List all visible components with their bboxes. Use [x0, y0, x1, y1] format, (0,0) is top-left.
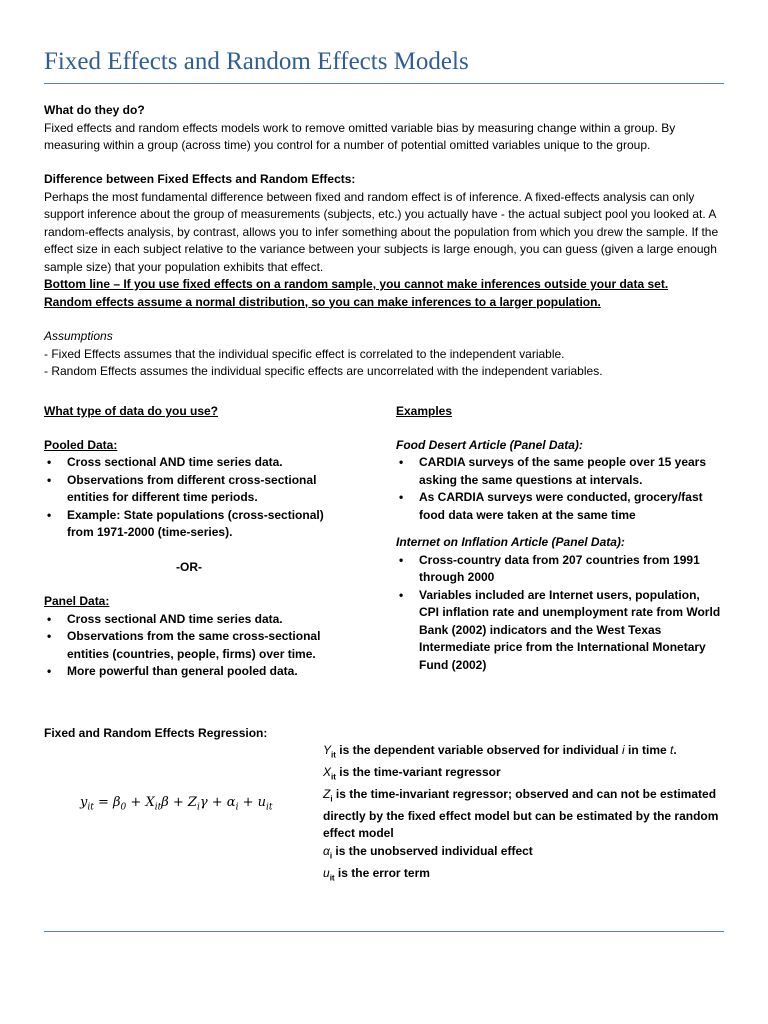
regression-equation: $y_{it} = \beta_0 + X_{it}\beta + Z_i\gamma + \alpha_i + u_{it}$ [80, 795, 273, 813]
internet-inflation-heading: Internet on Inflation Article (Panel Data): [396, 535, 625, 549]
data-types-heading: What type of data do you use? [44, 404, 219, 418]
list-item: • As CARDIA surveys were conducted, grocery/fast food data were taken at the same time [396, 489, 721, 524]
or-separator: -OR- [176, 559, 202, 574]
list-item: • Observations from the same cross-sectional entities (countries, people, firms) over time. [44, 628, 334, 663]
assumption-fixed: - Fixed Effects assumes that the individual specific effect is correlated to the independent variable. [44, 346, 565, 361]
difference-heading: Difference between Fixed Effects and Random Effects: [44, 172, 356, 186]
equation-definitions [323, 742, 723, 886]
document-title: Fixed Effects and Random Effects Models [44, 48, 469, 75]
definition-y: $Y_{it}$ is the dependent variable observed for individual i in time t. [323, 743, 677, 760]
list-item: • CARDIA surveys of the same people over 15 years asking the same questions at intervals. [396, 454, 721, 489]
list-item: • Cross sectional AND time series data. [44, 454, 334, 472]
list-item: • Variables included are Internet users, population, CPI inflation rate and unemployment rate from World Bank (2002) indicators and the West Texas Intermediate price from the International Monetary Fund (2002) [396, 587, 721, 675]
list-item: • Cross-country data from 207 countries from 1991 through 2000 [396, 552, 721, 587]
difference-body: Perhaps the most fundamental difference between fixed and random effect is of inference. A fixed-effects analysis can only support inference about the group of measurements (subjects, etc.) you actually have - the actual subject pool you looked at. A random-effects analysis, by contrast, allows you to infer something about the population from which you drew the sample. If the effect size in each subject relative to the variance between your subjects is large enough, you can guess (given a large enough sample size) that your population exhibits that effect. [44, 189, 719, 274]
pooled-data-list [44, 454, 334, 542]
pooled-data-heading: Pooled Data: [44, 437, 118, 452]
difference-section [44, 171, 728, 311]
definition-alpha: $\alpha_i$ is the unobserved individual effect [323, 843, 533, 861]
intro-section [44, 102, 728, 155]
assumptions-heading: Assumptions [44, 329, 113, 343]
definition-x: $X_{it}$ is the time-variant regressor [323, 764, 501, 782]
list-item: • Example: State populations (cross-sectional) from 1971-2000 (time-series). [44, 507, 334, 542]
regression-section [44, 725, 728, 743]
definition-z: $Z_i$ is the time-invariant regressor; observed and can not be estimated directly by the fixed effect model but can be estimated by the random effect model [323, 786, 719, 841]
footer-divider [44, 931, 724, 932]
definition-u: $u_{it}$ is the error term [323, 865, 430, 882]
assumptions-section [44, 328, 728, 381]
panel-data-heading: Panel Data: [44, 594, 110, 608]
title-divider [44, 83, 724, 84]
assumption-random: - Random Effects assumes the individual specific effects are uncorrelated with the independent variables. [44, 364, 603, 378]
regression-heading: Fixed and Random Effects Regression: [44, 726, 268, 740]
list-item: • Observations from different cross-sectional entities for different time periods. [44, 472, 334, 507]
panel-data-list [44, 611, 334, 681]
list-item: • More powerful than general pooled data. [44, 663, 334, 681]
bottom-line-2: Random effects assume a normal distribution, so you can make inferences to a larger population. [44, 294, 601, 309]
intro-heading: What do they do? [44, 103, 145, 117]
food-desert-list [396, 454, 721, 524]
list-item: • Cross sectional AND time series data. [44, 611, 334, 629]
internet-inflation-list [396, 552, 721, 675]
examples-heading: Examples [396, 404, 453, 418]
data-types-column [44, 403, 334, 681]
intro-body: Fixed effects and random effects models work to remove omitted variable bias by measuring change within a group. By measuring within a group (across time) you control for a number of potential omitted variables unique to the group. [44, 120, 676, 152]
bottom-line-1: Bottom line – If you use fixed effects on a random sample, you cannot make inferences outside your data set. [44, 277, 669, 291]
food-desert-heading: Food Desert Article (Panel Data): [396, 437, 583, 452]
examples-column [396, 403, 721, 674]
